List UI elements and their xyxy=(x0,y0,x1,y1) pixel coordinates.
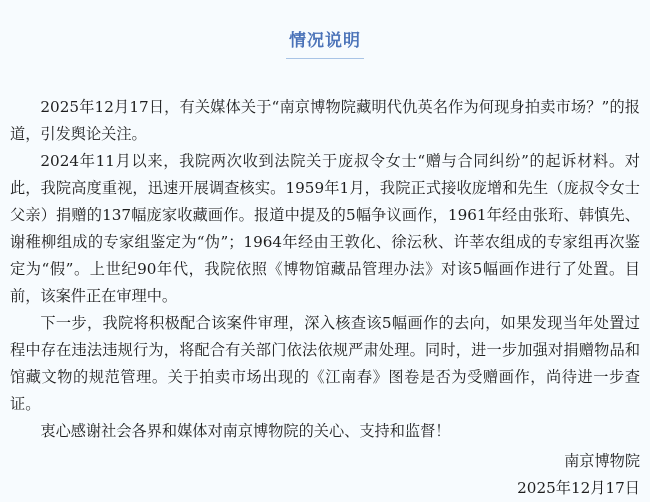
paragraph-next-steps: 下一步，我院将积极配合该案件审理，深入核查该5幅画作的去向，如果发现当年处置过程中存在违法违规行为，将配合有关部门依法依规严肃处理。同时，进一步加强对捐赠物品和馆藏文物的规范管理。关于拍卖市场出现的《江南春》图卷是否为受赠画作，尚待进一步查证。 xyxy=(10,314,640,413)
signature-date: 2025年12月17日 xyxy=(517,479,640,497)
document-title: 情况说明 xyxy=(286,30,364,59)
signature-block xyxy=(517,448,640,502)
paragraph-lawsuit-background: 2024年11月以来，我院两次收到法院关于庞叔令女士“赠与合同纠纷”的起诉材料。对此，我院高度重视，迅速开展调查核实。1959年1月，我院正式接收庞增和先生（庞叔令女士父亲）捐赠的137幅庞家收藏画作。报道中提及的5幅争议画作，1961年经由张珩、韩慎先、谢稚柳组成的专家组鉴定为“伪”；1964年经由王敦化、徐沄秋、许莘农组成的专家组再次鉴定为“假”。上世纪90年代，我院依照《博物馆藏品管理办法》对该5幅画作进行了处置。目前，该案件正在审理中。 xyxy=(10,152,640,305)
paragraph-media-report: 2025年12月17日，有关媒体关于“南京博物院藏明代仇英名作为何现身拍卖市场？”的报道，引发舆论关注。 xyxy=(10,98,640,143)
signature-organization: 南京博物院 xyxy=(564,452,640,470)
document-body xyxy=(10,94,640,445)
paragraph-thanks: 衷心感谢社会各界和媒体对南京博物院的关心、支持和监督！ xyxy=(40,422,451,440)
title-container xyxy=(0,30,650,59)
